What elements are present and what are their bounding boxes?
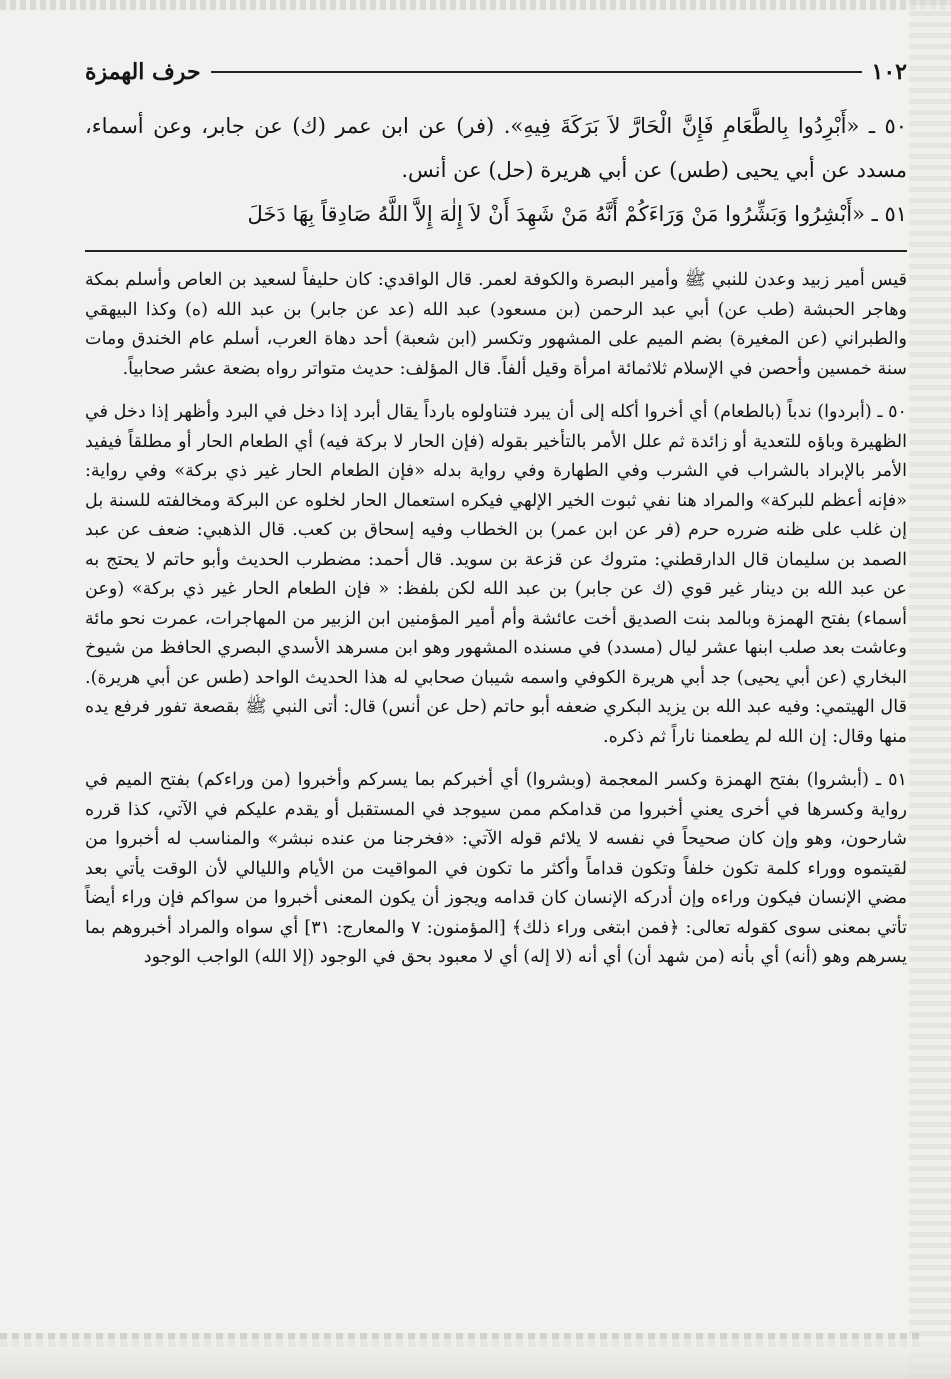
- commentary-continuation: قيس أمير زبيد وعدن للنبي ﷺ وأمير البصرة والكوفة لعمر. قال الواقدي: كان حليفاً لسعيد بن العاص وأسلم بمكة وهاجر الحبشة (طب عن) أبي عبد الرحمن (بن مسعود) عبد الله (عد عن جابر) بن عبد الله (ه) وكذا البيهقي والطبراني (عن المغيرة) بضم الميم على المشهور وتكسر (ابن شعبة) أحد دهاة العرب، أسلم عام الخندق ومات سنة خمسين وأحصن في الإسلام ثلاثمائة امرأة وقيل ألفاً. قال المؤلف: حديث متواتر رواه بضعة عشر صحابياً.: [85, 270, 907, 379]
- hadith-main-text: [85, 104, 907, 236]
- hadith-50: ٥٠ ـ «أَبْرِدُوا بِالطَّعَامِ فَإِنَّ الْحَارَّ لاَ بَرَكَةَ فِيهِ». (فر) عن ابن عمر (ك) عن جابر، وعن أسماء، مسدد عن أبي يحيى (طس) عن أبي هريرة (حل) عن أنس.: [85, 114, 907, 182]
- hadith-51: ٥١ ـ «أَبْشِرُوا وَبَشِّرُوا مَنْ وَرَاءَكُمْ أَنَّهُ مَنْ شَهِدَ أَنْ لاَ إِلٰهَ إِلاَّ اللَّهُ صَادِقاً بِهَا دَخَلَ: [247, 202, 907, 226]
- commentary-hadith-50: ٥٠ ـ (أبردوا) ندباً (بالطعام) أي أخروا أكله إلى أن يبرد فتناولوه بارداً يقال أبرد إذا دخل في البرد وأظهر إذا دخل في الظهيرة وباؤه للتعدية أو زائدة ثم علل الأمر بالتأخير بقوله (فإن الحار لا بركة فيه) أي الطعام الحار أو مطلقاً فيفيد الأمر بالإبراد بالشراب في الشرب وفي الطهارة وفي رواية بدله «فإن الطعام الحار غير ذي بركة» وفي رواية: «فإنه أعظم للبركة» والمراد هنا نفي ثبوت الخير الإلهي فيكره استعمال الحار لخلوه عن البركة ومخالفته للسنة بل إن غلب على ظنه ضرره حرم (فر عن ابن عمر) بن الخطاب وفيه إسحاق بن كعب. قال الذهبي: ضعف عن عبد الصمد بن سليمان قال الدارقطني: متروك عن قزعة بن سويد. قال أحمد: مضطرب الحديث وأبو حاتم لا يحتج به عن عبد الله بن دينار غير قوي (ك عن جابر) بن عبد الله لكن بلفظ: « فإن الطعام الحار غير ذي بركة» (وعن أسماء) بفتح الهمزة وبالمد بنت الصديق أخت عائشة وأم أمير المؤمنين ابن الزبير من المهاجرات، عمرت نحو مائة وعاشت بعد صلب ابنها عشر ليال (مسدد) في مسنده المشهور وهو ابن مسرهد الأسدي البصري الحافظ من شيوخ البخاري (عن أبي يحيى) جد أبي هريرة الكوفي واسمه شيبان صحابي له هذا الحديث الواحد (طس عن أبي هريرة). قال الهيتمي: وفيه عبد الله بن يزيد البكري ضعفه أبو حاتم (حل عن أنس) قال: أتى النبي ﷺ بقصعة تفور فرفع يده منها وقال: إن الله لم يطعمنا ناراً ثم ذكره.: [85, 402, 907, 747]
- footnote-separator: [85, 250, 907, 252]
- commentary-text: [85, 266, 907, 973]
- top-border-ornament: [0, 0, 951, 10]
- chapter-title: حرف الهمزة: [85, 59, 201, 85]
- side-border-ornament: [909, 0, 951, 1379]
- bottom-edge: [0, 1339, 951, 1379]
- header-rule: [211, 71, 862, 73]
- page-number: ١٠٢: [871, 59, 907, 85]
- commentary-hadith-51: ٥١ ـ (أبشروا) بفتح الهمزة وكسر المعجمة (وبشروا) أي أخبركم بما يسركم وأخبروا (من وراءكم) بفتح الميم في رواية وكسرها في أخرى يعني أخبروا من قدامكم ممن سيوجد في المستقبل أو يقدم عليكم في الآتي، كذا قرره شارحون، وهو وإن كان صحيحاً في نفسه لا يلائم قوله الآتي: «فخرجنا من عنده نبشر» والمناسب له أخبروا من لقيتموه ووراء كلمة تكون خلفاً وتكون قداماً وأكثر ما تكون في المواقيت من الأيام والليالي لأن الوقت يأتي بعد مضي الإنسان فيكون وراءه وإن أدركه الإنسان كان قدامه ويجوز أن يكون المعنى أخبروا من سواكم فإن وراء أيضاً تأتي بمعنى سوى كقوله تعالى: ﴿فمن ابتغى وراء ذلك﴾ [المؤمنون: ٧ والمعارج: ٣١] أي سواه والمراد أخبروهم بما يسرهم وهو (أنه) أي بأنه (من شهد أن) أي أنه (لا إله) أي لا معبود بحق في الوجود (إلا الله) الواجب الوجود: [85, 770, 908, 967]
- text-area: [85, 52, 907, 975]
- running-header: [85, 52, 907, 92]
